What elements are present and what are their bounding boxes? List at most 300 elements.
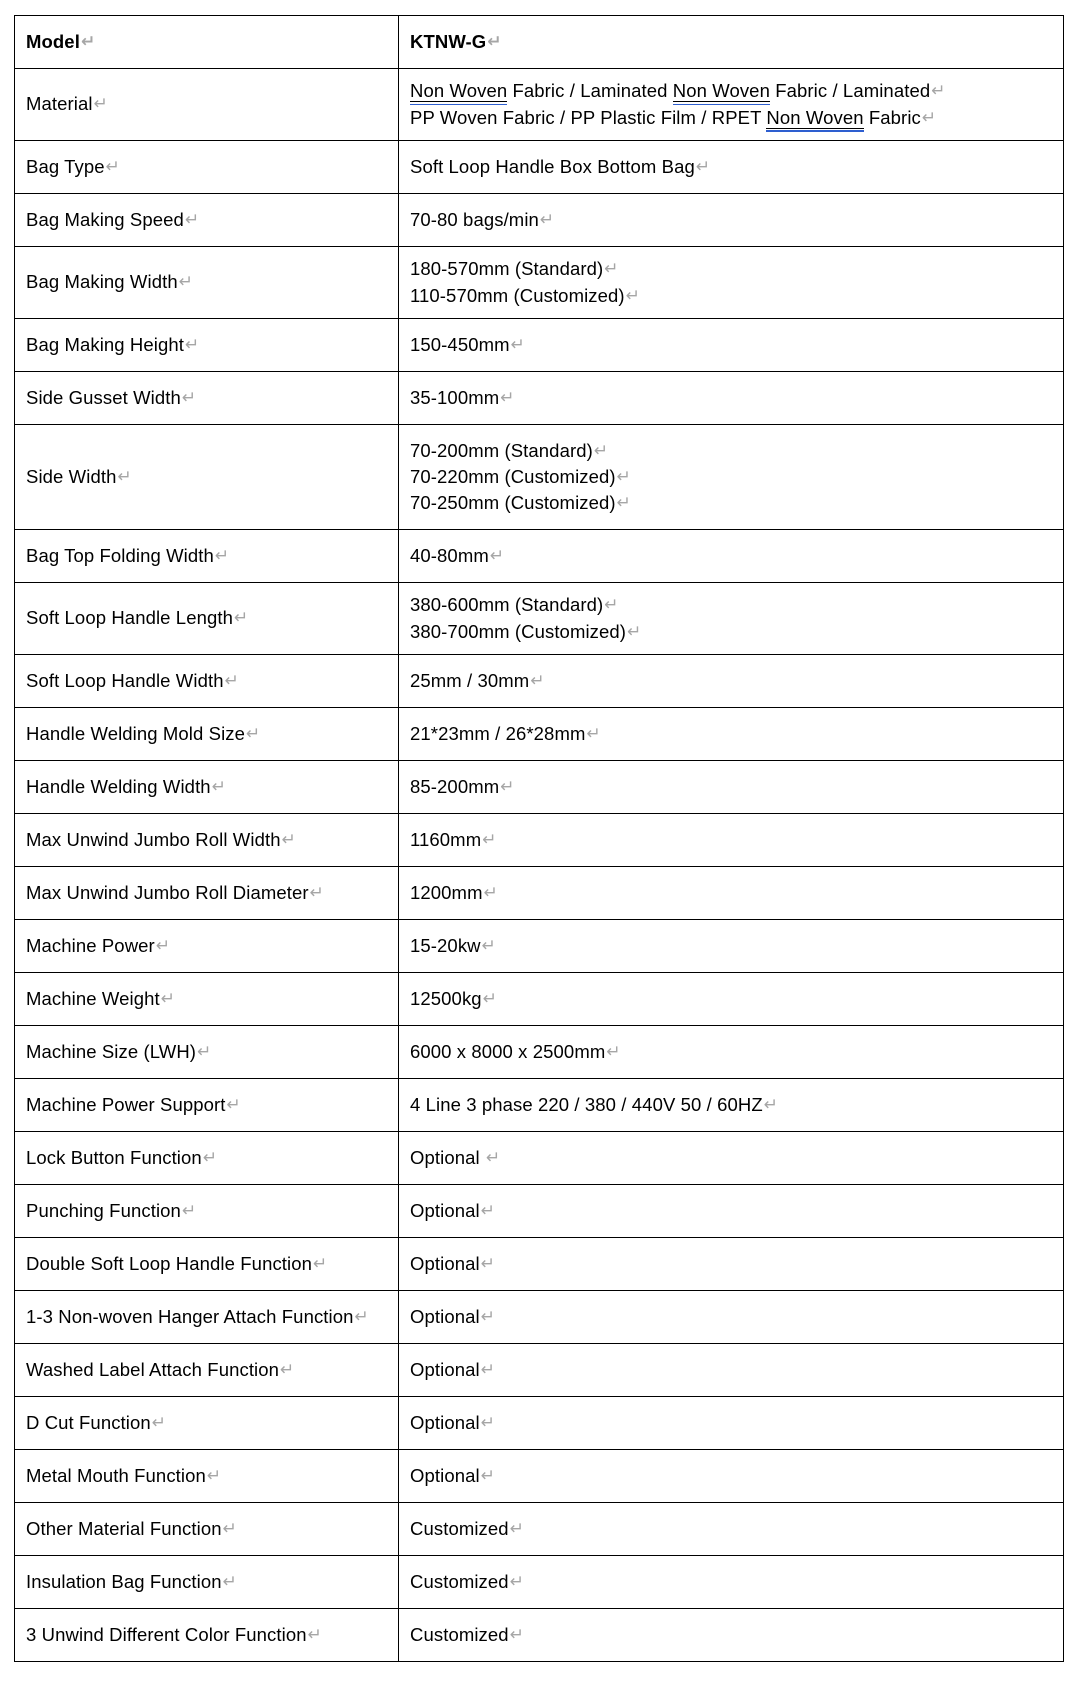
cell-text-line xyxy=(410,207,1052,233)
paragraph-mark: ↵ xyxy=(222,1571,238,1592)
paragraph-mark: ↵ xyxy=(931,81,946,102)
text-run: Bag Type xyxy=(26,155,105,177)
text-run: Fabric xyxy=(863,106,921,128)
cell-text-line xyxy=(410,1516,1052,1542)
cell-content xyxy=(26,827,387,853)
cell-content xyxy=(410,721,1052,747)
paragraph-mark: ↵ xyxy=(509,1571,525,1592)
spec-label-cell xyxy=(15,1026,399,1079)
text-run: KTNW-G xyxy=(410,30,487,52)
text-run: Optional xyxy=(410,1358,480,1380)
cell-text-line xyxy=(410,827,1052,853)
spec-value-cell xyxy=(399,1556,1064,1609)
paragraph-mark: ↵ xyxy=(480,1412,496,1433)
cell-text-line xyxy=(26,385,387,411)
paragraph-mark: ↵ xyxy=(586,723,601,744)
cell-text-line xyxy=(410,1622,1052,1648)
text-run: Optional xyxy=(410,1464,480,1486)
cell-content xyxy=(410,1145,1052,1171)
paragraph-mark: ↵ xyxy=(181,1200,197,1221)
paragraph-mark: ↵ xyxy=(246,723,261,744)
text-run: 380-700mm (Customized) xyxy=(410,620,627,642)
spec-label-cell xyxy=(15,814,399,867)
paragraph-mark: ↵ xyxy=(234,608,249,629)
cell-text-line xyxy=(410,1039,1052,1065)
cell-text-line xyxy=(26,1516,387,1542)
cell-text-line xyxy=(410,438,1052,464)
cell-text-line xyxy=(410,1569,1052,1595)
cell-text-line xyxy=(26,207,387,233)
cell-text-line xyxy=(26,269,387,295)
text-run: Punching Function xyxy=(26,1199,181,1221)
cell-text-line xyxy=(26,605,387,631)
text-run: 21*23mm / 26*28mm xyxy=(410,722,586,744)
paragraph-mark: ↵ xyxy=(309,882,325,903)
cell-content xyxy=(410,1251,1052,1277)
cell-content xyxy=(26,91,387,117)
text-run: Customized xyxy=(410,1623,509,1645)
table-row xyxy=(15,1079,1064,1132)
cell-content xyxy=(26,1516,387,1542)
cell-content xyxy=(410,880,1052,906)
text-run: Soft Loop Handle Length xyxy=(26,607,233,629)
cell-text-line xyxy=(410,592,1052,618)
text-run: Max Unwind Jumbo Roll Width xyxy=(26,828,281,850)
cell-text-line xyxy=(410,1304,1052,1330)
paragraph-mark: ↵ xyxy=(105,156,120,177)
cell-content xyxy=(26,1569,387,1595)
cell-text-line xyxy=(410,283,1052,309)
spec-label-cell xyxy=(15,867,399,920)
text-run: 25mm / 30mm xyxy=(410,669,530,691)
text-run: Fabric / Laminated xyxy=(769,80,931,102)
text-run: Double Soft Loop Handle Function xyxy=(26,1252,313,1274)
cell-text-line xyxy=(26,464,387,490)
cell-content xyxy=(26,29,387,55)
spec-label-cell xyxy=(15,194,399,247)
table-row xyxy=(15,425,1064,530)
spec-label-cell xyxy=(15,247,399,319)
cell-text-line xyxy=(410,619,1052,645)
cell-content xyxy=(410,1516,1052,1542)
table-row xyxy=(15,867,1064,920)
text-run: PP Woven Fabric / PP Plastic Film / RPET xyxy=(410,106,767,128)
paragraph-mark: ↵ xyxy=(181,387,197,408)
cell-text-line xyxy=(410,332,1052,358)
spec-label-cell xyxy=(15,1609,399,1662)
cell-content xyxy=(26,668,387,694)
paragraph-mark: ↵ xyxy=(480,1465,496,1486)
cell-content xyxy=(26,385,387,411)
cell-content xyxy=(26,1410,387,1436)
paragraph-mark: ↵ xyxy=(921,107,937,128)
table-row xyxy=(15,761,1064,814)
paragraph-mark: ↵ xyxy=(485,1147,501,1168)
text-run: 12500kg xyxy=(410,987,482,1009)
paragraph-mark: ↵ xyxy=(480,1359,496,1380)
table-row xyxy=(15,1556,1064,1609)
spec-value-cell xyxy=(399,1079,1064,1132)
cell-content xyxy=(26,605,387,631)
cell-text-line xyxy=(410,721,1052,747)
text-run: Soft Loop Handle Width xyxy=(26,669,224,691)
table-row xyxy=(15,194,1064,247)
table-row xyxy=(15,319,1064,372)
paragraph-mark: ↵ xyxy=(480,1253,496,1274)
spec-value-cell xyxy=(399,194,1064,247)
text-run: Handle Welding Mold Size xyxy=(26,722,246,744)
cell-content xyxy=(26,269,387,295)
paragraph-mark: ↵ xyxy=(500,776,515,797)
cell-content xyxy=(26,464,387,490)
paragraph-mark: ↵ xyxy=(604,259,619,280)
spec-label-cell xyxy=(15,1185,399,1238)
spec-label-cell xyxy=(15,1503,399,1556)
spec-label-cell xyxy=(15,973,399,1026)
table-row xyxy=(15,973,1064,1026)
text-run: 380-600mm (Standard) xyxy=(410,594,604,616)
spec-label-cell xyxy=(15,372,399,425)
spec-value-cell xyxy=(399,583,1064,655)
cell-text-line xyxy=(26,29,387,55)
paragraph-mark: ↵ xyxy=(354,1306,369,1327)
cell-text-line xyxy=(410,543,1052,569)
spec-value-cell xyxy=(399,1238,1064,1291)
paragraph-mark: ↵ xyxy=(480,1200,496,1221)
text-run: 15-20kw xyxy=(410,934,481,956)
cell-content xyxy=(410,1622,1052,1648)
table-row xyxy=(15,1344,1064,1397)
cell-content xyxy=(410,543,1052,569)
text-run: Bag Making Width xyxy=(26,271,178,293)
paragraph-mark: ↵ xyxy=(509,1624,525,1645)
spec-label-cell xyxy=(15,708,399,761)
table-body xyxy=(15,16,1064,1662)
text-run: 110-570mm (Customized) xyxy=(410,284,625,306)
cell-text-line xyxy=(26,1463,387,1489)
spec-label-cell xyxy=(15,69,399,141)
cell-text-line xyxy=(410,256,1052,282)
table-row xyxy=(15,920,1064,973)
cell-text-line xyxy=(26,1039,387,1065)
text-run: 150-450mm xyxy=(410,333,510,355)
text-run: 180-570mm (Standard) xyxy=(410,258,604,280)
cell-text-line xyxy=(26,986,387,1012)
cell-content xyxy=(26,774,387,800)
text-run: Machine Weight xyxy=(26,987,160,1009)
paragraph-mark: ↵ xyxy=(80,31,96,52)
text-run: 6000 x 8000 x 2500mm xyxy=(410,1040,606,1062)
cell-content xyxy=(410,1198,1052,1224)
cell-content xyxy=(410,438,1052,517)
text-run: 70-220mm (Customized) xyxy=(410,465,616,487)
table-row xyxy=(15,530,1064,583)
table-row xyxy=(15,372,1064,425)
spec-value-cell xyxy=(399,1397,1064,1450)
paragraph-mark: ↵ xyxy=(530,670,545,691)
cell-content xyxy=(26,1622,387,1648)
paragraph-mark: ↵ xyxy=(627,621,642,642)
paragraph-mark: ↵ xyxy=(593,440,609,461)
table-row xyxy=(15,583,1064,655)
spec-label-cell xyxy=(15,1079,399,1132)
text-run: Optional xyxy=(410,1199,480,1221)
cell-text-line xyxy=(410,105,1052,131)
text-run: Other Material Function xyxy=(26,1517,222,1539)
cell-content xyxy=(410,668,1052,694)
cell-content xyxy=(410,774,1052,800)
cell-content xyxy=(410,827,1052,853)
cell-text-line xyxy=(26,543,387,569)
cell-text-line xyxy=(410,1198,1052,1224)
cell-text-line xyxy=(410,29,1052,55)
cell-text-line xyxy=(410,774,1052,800)
cell-text-line xyxy=(410,880,1052,906)
cell-content xyxy=(26,933,387,959)
paragraph-mark: ↵ xyxy=(483,882,498,903)
text-run: Machine Power Support xyxy=(26,1093,226,1115)
spec-label-cell xyxy=(15,319,399,372)
text-run: Metal Mouth Function xyxy=(26,1464,206,1486)
spec-value-cell xyxy=(399,319,1064,372)
paragraph-mark: ↵ xyxy=(178,272,194,293)
text-run: 1-3 Non-woven Hanger Attach Function xyxy=(26,1305,354,1327)
cell-content xyxy=(410,29,1052,55)
cell-text-line xyxy=(26,827,387,853)
cell-text-line xyxy=(410,1410,1052,1436)
paragraph-mark: ↵ xyxy=(224,670,239,691)
cell-text-line xyxy=(26,332,387,358)
table-row xyxy=(15,1450,1064,1503)
text-run: Optional xyxy=(410,1252,480,1274)
cell-content xyxy=(26,880,387,906)
cell-text-line xyxy=(26,1145,387,1171)
cell-content xyxy=(26,1039,387,1065)
table-row xyxy=(15,1609,1064,1662)
spec-value-cell xyxy=(399,814,1064,867)
spec-label-cell xyxy=(15,655,399,708)
cell-content xyxy=(410,256,1052,309)
cell-content xyxy=(410,1463,1052,1489)
cell-text-line xyxy=(410,986,1052,1012)
text-run: Insulation Bag Function xyxy=(26,1570,222,1592)
paragraph-mark: ↵ xyxy=(489,545,505,566)
cell-text-line xyxy=(26,1251,387,1277)
paragraph-mark: ↵ xyxy=(481,935,496,956)
spec-label-cell xyxy=(15,761,399,814)
cell-text-line xyxy=(26,1410,387,1436)
cell-text-line xyxy=(26,91,387,117)
spec-value-cell xyxy=(399,920,1064,973)
cell-content xyxy=(410,1039,1052,1065)
table-row xyxy=(15,708,1064,761)
paragraph-mark: ↵ xyxy=(509,1518,525,1539)
text-run: 70-80 bags/min xyxy=(410,208,539,230)
cell-text-line xyxy=(410,385,1052,411)
text-run: 70-200mm (Standard) xyxy=(410,439,593,461)
text-run: 3 Unwind Different Color Function xyxy=(26,1623,307,1645)
paragraph-mark: ↵ xyxy=(616,466,632,487)
spec-label-cell xyxy=(15,583,399,655)
cell-text-line xyxy=(26,933,387,959)
text-run: 85-200mm xyxy=(410,775,500,797)
spec-value-cell xyxy=(399,1185,1064,1238)
cell-content xyxy=(410,1410,1052,1436)
underlined-term: Non Woven xyxy=(672,80,770,102)
paragraph-mark: ↵ xyxy=(763,1094,779,1115)
text-run: Optional xyxy=(410,1305,480,1327)
underlined-term: Non Woven xyxy=(766,106,864,128)
spec-value-cell xyxy=(399,973,1064,1026)
table-row xyxy=(15,1503,1064,1556)
cell-content xyxy=(410,207,1052,233)
cell-content xyxy=(410,1304,1052,1330)
spec-label-cell xyxy=(15,1344,399,1397)
spec-label-cell xyxy=(15,1238,399,1291)
cell-content xyxy=(410,1569,1052,1595)
cell-content xyxy=(410,1357,1052,1383)
text-run: Side Gusset Width xyxy=(26,386,181,408)
text-run: 1160mm xyxy=(410,828,482,850)
paragraph-mark: ↵ xyxy=(539,209,555,230)
text-run: 40-80mm xyxy=(410,544,489,566)
paragraph-mark: ↵ xyxy=(184,209,200,230)
table-row xyxy=(15,1291,1064,1344)
spec-value-cell xyxy=(399,69,1064,141)
cell-content xyxy=(26,721,387,747)
table-header-row xyxy=(15,16,1064,69)
spec-value-cell xyxy=(399,1026,1064,1079)
paragraph-mark: ↵ xyxy=(480,1306,496,1327)
spec-value-cell xyxy=(399,372,1064,425)
spec-value-cell xyxy=(399,1609,1064,1662)
cell-text-line xyxy=(410,1463,1052,1489)
cell-content xyxy=(410,385,1052,411)
paragraph-mark: ↵ xyxy=(202,1147,218,1168)
text-run: Soft Loop Handle Box Bottom Bag xyxy=(410,155,695,177)
spec-label-cell xyxy=(15,1132,399,1185)
text-run: Customized xyxy=(410,1570,509,1592)
spec-value-cell xyxy=(399,1503,1064,1556)
paragraph-mark: ↵ xyxy=(625,285,641,306)
cell-content xyxy=(26,1357,387,1383)
paragraph-mark: ↵ xyxy=(151,1412,167,1433)
cell-content xyxy=(26,986,387,1012)
table-row xyxy=(15,814,1064,867)
cell-content xyxy=(410,986,1052,1012)
cell-text-line xyxy=(410,78,1052,104)
cell-content xyxy=(410,933,1052,959)
header-value-cell xyxy=(399,16,1064,69)
table-row xyxy=(15,1397,1064,1450)
spec-label-cell xyxy=(15,530,399,583)
cell-text-line xyxy=(26,1092,387,1118)
text-run: Material xyxy=(26,93,93,115)
cell-text-line xyxy=(26,774,387,800)
paragraph-mark: ↵ xyxy=(155,935,171,956)
spec-label-cell xyxy=(15,141,399,194)
table-row xyxy=(15,1132,1064,1185)
cell-text-line xyxy=(26,721,387,747)
table-row xyxy=(15,1185,1064,1238)
paragraph-mark: ↵ xyxy=(604,595,619,616)
paragraph-mark: ↵ xyxy=(606,1041,621,1062)
paragraph-mark: ↵ xyxy=(487,31,502,52)
cell-content xyxy=(26,543,387,569)
cell-text-line xyxy=(26,1357,387,1383)
cell-content xyxy=(410,332,1052,358)
cell-text-line xyxy=(410,668,1052,694)
cell-content xyxy=(410,592,1052,645)
cell-text-line xyxy=(410,1357,1052,1383)
cell-text-line xyxy=(410,464,1052,490)
paragraph-mark: ↵ xyxy=(214,545,230,566)
text-run: D Cut Function xyxy=(26,1411,151,1433)
text-run: Machine Size (LWH) xyxy=(26,1040,197,1062)
paragraph-mark: ↵ xyxy=(500,387,515,408)
text-run: Fabric / Laminated xyxy=(507,80,673,102)
cell-text-line xyxy=(410,1251,1052,1277)
specification-table xyxy=(14,15,1064,1662)
cell-content xyxy=(26,1251,387,1277)
table-row xyxy=(15,655,1064,708)
cell-text-line xyxy=(26,154,387,180)
text-run: Bag Making Speed xyxy=(26,208,184,230)
cell-content xyxy=(26,1145,387,1171)
cell-content xyxy=(410,78,1052,131)
cell-content xyxy=(410,1092,1052,1118)
spec-value-cell xyxy=(399,141,1064,194)
spec-label-cell xyxy=(15,1556,399,1609)
spec-value-cell xyxy=(399,425,1064,530)
spec-value-cell xyxy=(399,530,1064,583)
cell-text-line xyxy=(26,1198,387,1224)
cell-text-line xyxy=(410,1092,1052,1118)
spec-label-cell xyxy=(15,425,399,530)
table-row xyxy=(15,1238,1064,1291)
text-run: Customized xyxy=(410,1517,509,1539)
paragraph-mark: ↵ xyxy=(160,988,176,1009)
paragraph-mark: ↵ xyxy=(510,334,525,355)
paragraph-mark: ↵ xyxy=(117,466,132,487)
spec-label-cell xyxy=(15,920,399,973)
spec-value-cell xyxy=(399,708,1064,761)
text-run: 1200mm xyxy=(410,881,483,903)
spec-value-cell xyxy=(399,655,1064,708)
paragraph-mark: ↵ xyxy=(313,1253,328,1274)
text-run: Handle Welding Width xyxy=(26,775,211,797)
cell-content xyxy=(26,207,387,233)
cell-content xyxy=(26,1198,387,1224)
paragraph-mark: ↵ xyxy=(226,1094,241,1115)
text-run: Washed Label Attach Function xyxy=(26,1358,280,1380)
text-run: Max Unwind Jumbo Roll Diameter xyxy=(26,881,309,903)
cell-content xyxy=(26,154,387,180)
text-run: Machine Power xyxy=(26,934,155,956)
cell-text-line xyxy=(410,490,1052,516)
table-row xyxy=(15,1026,1064,1079)
cell-text-line xyxy=(26,1622,387,1648)
paragraph-mark: ↵ xyxy=(211,776,227,797)
paragraph-mark: ↵ xyxy=(616,493,632,514)
cell-text-line xyxy=(410,933,1052,959)
paragraph-mark: ↵ xyxy=(185,334,200,355)
paragraph-mark: ↵ xyxy=(197,1041,212,1062)
text-run: Lock Button Function xyxy=(26,1146,202,1168)
paragraph-mark: ↵ xyxy=(482,988,498,1009)
spec-value-cell xyxy=(399,1450,1064,1503)
cell-content xyxy=(26,1304,387,1330)
